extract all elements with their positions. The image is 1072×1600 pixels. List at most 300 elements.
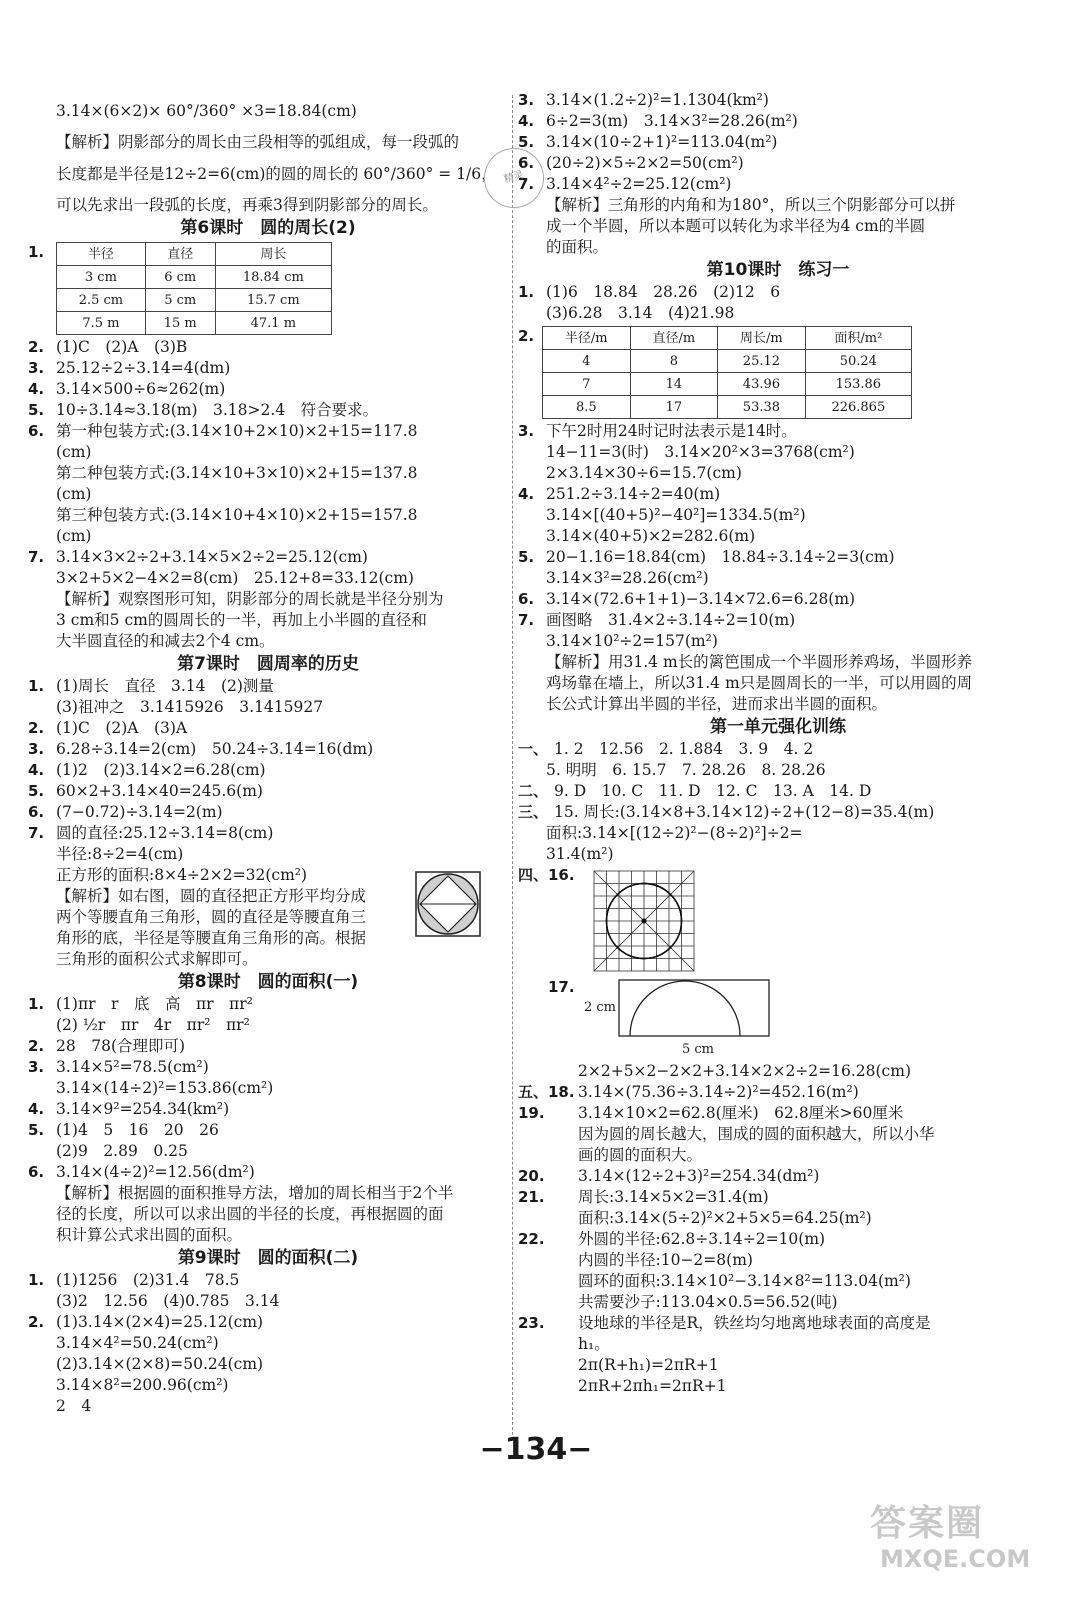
answer-line: [28, 994, 508, 1015]
answer-line: [28, 132, 508, 153]
corner-stamp: 精灵: [477, 141, 550, 214]
answer-line: [28, 823, 508, 844]
answer-line: [518, 1166, 1038, 1187]
answer-text: 因为圆的周长越大，围成的圆的面积越大，所以小华: [578, 1125, 935, 1143]
answer-line: [518, 421, 1038, 442]
answer-text: (2) ½r πr 4r πr² πr²: [56, 1016, 250, 1034]
answer-line: [518, 547, 1038, 568]
heading-lesson-10: 第10课时 练习一: [706, 260, 850, 280]
table-cell: 226.865: [805, 396, 911, 419]
answer-text: 长公式计算出半圆的半径，进而求出半圆的面积。: [546, 695, 888, 713]
question-number: 1.: [28, 995, 45, 1013]
answer-text: 3.14×[(40+5)²−40²]=1334.5(m²): [546, 506, 806, 524]
page-number: −134−: [479, 1432, 593, 1467]
answer-text: 共需要沙子:113.04×0.5=56.52(吨): [578, 1293, 838, 1311]
answer-text: 2×2+5×2−2×2+3.14×2×2÷2=16.28(cm): [578, 1062, 911, 1080]
answer-line: [518, 1250, 1038, 1271]
answer-line: [518, 1124, 1038, 1145]
table-cell: 50.24: [805, 350, 911, 373]
table-cell: 8.5: [543, 396, 631, 419]
answer-line: [28, 358, 508, 379]
watermark-logo: 答案圈: [870, 1503, 985, 1544]
answer-text: 大半圆直径的和减去2个4 cm。: [56, 632, 275, 650]
answer-line: [28, 1183, 508, 1204]
left-top-block: [28, 90, 508, 216]
answer-line: [28, 1354, 508, 1375]
answer-text: 正方形的面积:8×4÷2×2=32(cm²): [56, 866, 308, 884]
answer-line: [28, 610, 508, 631]
question-number: 1.: [28, 677, 45, 695]
heading-lesson-8: 第8课时 圆的面积(一): [177, 972, 359, 992]
lesson-9-answers: [28, 1270, 508, 1417]
answer-text: 三角形的面积公式求解即可。: [56, 950, 258, 968]
answer-line: [518, 442, 1038, 463]
answer-line: [518, 1334, 1038, 1355]
question-number: 2.: [28, 1313, 45, 1331]
answer-line: [518, 844, 1038, 865]
answer-text: 3.14×(72.6+1+1)−3.14×72.6=6.28(m): [546, 590, 856, 608]
question-number: 6.: [28, 1163, 45, 1181]
answer-text: 3.14×(40+5)×2=282.6(m): [546, 527, 756, 545]
answer-text: 3.14×5²=78.5(cm²): [56, 1058, 209, 1076]
answer-text: 28 78(合理即可): [56, 1037, 186, 1055]
answer-line: [518, 781, 1038, 802]
answer-line: [28, 697, 508, 718]
table-cell: 8: [630, 350, 718, 373]
answer-line: [518, 195, 1038, 216]
answer-line: [28, 547, 508, 568]
answer-line: [28, 676, 508, 697]
answer-text: 3.14×(10÷2+1)²=113.04(m²): [546, 133, 778, 151]
answer-line: [518, 174, 1038, 195]
table-cell: 43.96: [718, 373, 806, 396]
question-number: 5.: [28, 401, 45, 419]
answer-line: [28, 1162, 508, 1183]
table-cell: 17: [630, 396, 718, 419]
answer-text: (7−0.72)÷3.14=2(m): [56, 803, 223, 821]
figure-label-5cm: 5 cm: [682, 1042, 715, 1057]
answer-line: [518, 802, 1038, 823]
answer-text: 25.12÷2÷3.14=4(dm): [56, 359, 231, 377]
column-divider: [512, 95, 513, 1435]
heading-lesson-9: 第9课时 圆的面积(二): [177, 1248, 359, 1268]
answer-line: [518, 1313, 1038, 1334]
answer-text: 画图略 31.4×2÷3.14÷2=10(m): [546, 611, 796, 629]
answer-line: [518, 673, 1038, 694]
question-number: 6.: [28, 803, 45, 821]
answer-line: [28, 379, 508, 400]
answer-line: [28, 442, 508, 463]
answer-line: [28, 484, 508, 505]
answer-line: [518, 237, 1038, 258]
unit-training-answers-2: [518, 1082, 1038, 1397]
answer-line: [28, 153, 508, 195]
answer-line: [518, 739, 1038, 760]
question-16: [518, 865, 1038, 977]
table-cell: 15 m: [145, 312, 215, 335]
answer-line: [518, 1229, 1038, 1250]
answer-text: 【解析】根据圆的面积推导方法，增加的周长相当于2个半: [56, 1184, 454, 1202]
lesson-6-answers: [28, 337, 508, 652]
answer-line: [28, 1225, 508, 1246]
answer-text: 内圆的半径:10−2=8(m): [578, 1251, 753, 1269]
answer-line: [28, 195, 508, 216]
answer-line: [518, 526, 1038, 547]
table-cell: 47.1 m: [215, 312, 331, 335]
heading-lesson-6: 第6课时 圆的周长(2): [180, 218, 356, 238]
answer-text: 31.4(m²): [546, 845, 614, 863]
answer-text: 3.14×(1.2÷2)²=1.1304(km²): [546, 91, 769, 109]
table-row: [57, 266, 332, 289]
question-number: 3.: [28, 359, 45, 377]
table-row: [57, 312, 332, 335]
answer-text: 3.14×9²=254.34(km²): [56, 1100, 230, 1118]
answer-text: 9. D 10. C 11. D 12. C 13. A 14. D: [554, 782, 872, 800]
answer-text: 第三种包装方式:(3.14×10+4×10)×2+15=157.8: [56, 506, 418, 524]
area-table: [542, 326, 912, 419]
table-row: [57, 289, 332, 312]
answer-line: [518, 132, 1038, 153]
answer-text: 3 cm和5 cm的圆周长的一半，再加上小半圆的直径和: [56, 611, 427, 629]
question-number: 3.: [518, 422, 535, 440]
answer-text: 3.14×(75.36÷3.14÷2)²=452.16(m²): [578, 1083, 859, 1101]
answer-text: 成一个半圆，所以本题可以转化为求半径为4 cm的半圆: [546, 217, 926, 235]
answer-line: [518, 153, 1038, 174]
table-cell: 7: [543, 373, 631, 396]
question-number: 5.: [28, 1121, 45, 1139]
answer-line: [518, 823, 1038, 844]
answer-line: [28, 760, 508, 781]
answer-text: 圆的直径:25.12÷3.14=8(cm): [56, 824, 274, 842]
answer-line: [518, 652, 1038, 673]
lesson-10-answers-b: [518, 421, 1038, 715]
answer-text: 角形的底，半径是等腰直角三角形的高。根据: [56, 929, 367, 947]
question-number: 3.: [28, 740, 45, 758]
question-number: 4.: [518, 485, 535, 503]
question-number: 23.: [518, 1314, 545, 1332]
answer-line: [28, 1204, 508, 1225]
answer-line: [28, 90, 508, 132]
table-cell: 15.7 cm: [215, 289, 331, 312]
answer-text: 半径:8÷2=4(cm): [56, 845, 184, 863]
answer-line: [28, 1141, 508, 1162]
answer-line: [518, 1145, 1038, 1166]
question-number: 5.: [518, 548, 535, 566]
square-circle-figure: [414, 870, 482, 938]
answer-text: 2×3.14×30÷6=15.7(cm): [546, 464, 742, 482]
table-cell: 153.86: [805, 373, 911, 396]
question-number: 7.: [518, 175, 535, 193]
answer-line: [28, 949, 508, 970]
lesson-10-answers-a: [518, 282, 1038, 324]
answer-text: (1)C (2)A (3)A: [56, 719, 188, 737]
answer-line: [28, 1015, 508, 1036]
table-block-2: [518, 326, 1038, 419]
answer-text: 3.14×8²=200.96(cm²): [56, 1376, 229, 1394]
answer-text: (1)πr r 底 高 πr πr²: [56, 995, 253, 1013]
answer-line: [28, 1099, 508, 1120]
answer-line: [28, 802, 508, 823]
table-cell: 3 cm: [57, 266, 146, 289]
answer-text: (1)4 5 16 20 26: [56, 1121, 219, 1139]
answer-text: 3.14×(12÷2+3)²=254.34(dm²): [578, 1167, 820, 1185]
semicircle-rectangle-figure: [618, 979, 770, 1039]
table-header: 周长: [215, 243, 331, 266]
answer-text: 15. 周长:(3.14×8+3.14×12)÷2+(12−8)=35.4(m): [554, 803, 935, 821]
table-block-1: [28, 242, 508, 335]
question-number: 21.: [518, 1188, 545, 1206]
answer-line: [28, 1396, 508, 1417]
answer-line: [518, 463, 1038, 484]
answer-text: (cm): [56, 443, 92, 461]
answer-text: 鸡场靠在墙上，所以31.4 m只是圆周长的一半，可以用圆的周: [546, 674, 973, 692]
answer-text: 3.14×10×2=62.8(厘米) 62.8厘米>60厘米: [578, 1104, 904, 1122]
answer-text: 251.2÷3.14÷2=40(m): [546, 485, 721, 503]
question-number: 三、: [518, 803, 549, 821]
answer-line: [518, 303, 1038, 324]
table-cell: 25.12: [718, 350, 806, 373]
answer-line: [518, 1355, 1038, 1376]
answer-text: (1)2 (2)3.14×2=6.28(cm): [56, 761, 266, 779]
answer-line: [518, 1082, 1038, 1103]
question-number: 7.: [28, 824, 45, 842]
answer-line: [28, 1333, 508, 1354]
answer-line: [518, 282, 1038, 303]
table-header: 直径/m: [630, 327, 718, 350]
answer-text: 径的长度，所以可以求出圆的半径的长度，再根据圆的面: [56, 1205, 444, 1223]
answer-line: [518, 484, 1038, 505]
answer-text: 3.14×4²÷2=25.12(cm²): [546, 175, 732, 193]
answer-text: 20−1.16=18.84(cm) 18.84÷3.14÷2=3(cm): [546, 548, 895, 566]
answer-text: 两个等腰直角三角形，圆的直径是等腰直角三: [56, 908, 367, 926]
answer-text: 3.14×(14÷2)²=153.86(cm²): [56, 1079, 274, 1097]
question-number: 2.: [28, 1037, 45, 1055]
left-column: [28, 90, 508, 1417]
answer-text: 6÷2=3(m) 3.14×3²=28.26(m²): [546, 112, 798, 130]
answer-text: 10÷3.14≈3.18(m) 3.18>2.4 符合要求。: [56, 401, 379, 419]
table-header: 半径/m: [543, 327, 631, 350]
answer-text: 积计算公式求出圆的面积。: [56, 1226, 243, 1244]
answer-line: [518, 1376, 1038, 1397]
answer-text: (20÷2)×5÷2×2=50(cm²): [546, 154, 744, 172]
answer-line: [28, 1291, 508, 1312]
answer-text: 2π(R+h₁)=2πR+1: [578, 1356, 719, 1374]
answer-text: 【解析】如右图，圆的直径把正方形平均分成: [56, 887, 367, 905]
answer-text: 可以先求出一段弧的长度，再乘3得到阴影部分的周长。: [56, 196, 438, 214]
answer-line: [28, 337, 508, 358]
answer-line: [518, 1271, 1038, 1292]
question-number: 四、16.: [518, 866, 575, 884]
answer-line: [518, 760, 1038, 781]
answer-line: [518, 1208, 1038, 1229]
question-number: 2.: [28, 719, 45, 737]
answer-line: [28, 1312, 508, 1333]
lesson-8-answers: [28, 994, 508, 1246]
question-number: 1.: [28, 243, 45, 261]
question-number: 22.: [518, 1230, 545, 1248]
answer-line: [28, 463, 508, 484]
answer-line: [518, 216, 1038, 237]
answer-text: 面积:3.14×(5÷2)²×2+5×5=64.25(m²): [578, 1209, 872, 1227]
answer-text: 【解析】观察图形可知，阴影部分的周长就是半径分别为: [56, 590, 444, 608]
answer-line: [518, 1103, 1038, 1124]
answer-text: 【解析】阴影部分的周长由三段相等的弧组成，每一段弧的: [56, 133, 460, 151]
answer-line: [28, 568, 508, 589]
question-number: 7.: [518, 611, 535, 629]
answer-text: (2)9 2.89 0.25: [56, 1142, 188, 1160]
question-number: 6.: [518, 590, 535, 608]
answer-text: 14−11=3(时) 3.14×20²×3=3768(cm²): [546, 443, 855, 461]
table-cell: 53.38: [718, 396, 806, 419]
answer-text: (cm): [56, 527, 92, 545]
answer-text: (1)C (2)A (3)B: [56, 338, 188, 356]
answer-line: [28, 739, 508, 760]
heading-lesson-7: 第7课时 圆周率的历史: [177, 654, 359, 674]
question-number: 5.: [518, 133, 535, 151]
answer-line: [28, 589, 508, 610]
question-number: 二、: [518, 782, 549, 800]
answer-text: 3.14×500÷6≈262(m): [56, 380, 226, 398]
unit-training-answers: [518, 739, 1038, 865]
question-number: 3.: [518, 91, 535, 109]
answer-line: [518, 90, 1038, 111]
answer-text: (3)2 12.56 (4)0.785 3.14: [56, 1292, 280, 1310]
answer-line: [28, 718, 508, 739]
question-number: 5.: [28, 782, 45, 800]
answer-text: 3.14×(6×2)× 60°/360° ×3=18.84(cm): [56, 102, 357, 120]
right-top-block: [518, 90, 1038, 258]
answer-line: [28, 781, 508, 802]
answer-text: h₁。: [578, 1335, 610, 1353]
watermark-url: MXQE.COM: [880, 1545, 1031, 1573]
question-number: 五、18.: [518, 1083, 575, 1101]
answer-text: 第一种包装方式:(3.14×10+2×10)×2+15=117.8: [56, 422, 418, 440]
answer-text: 3.14×10²÷2=157(m²): [546, 632, 718, 650]
answer-line: [518, 1292, 1038, 1313]
answer-text: 第二种包装方式:(3.14×10+3×10)×2+15=137.8: [56, 464, 418, 482]
answer-text: (2)3.14×(2×8)=50.24(cm): [56, 1355, 264, 1373]
answer-text: 1. 2 12.56 2. 1.884 3. 9 4. 2: [554, 740, 814, 758]
circumference-table: [56, 242, 332, 335]
question-number: 20.: [518, 1167, 545, 1185]
answer-text: 【解析】三角形的内角和为180°，所以三个阴影部分可以拼: [546, 196, 956, 214]
heading-unit-training: 第一单元强化训练: [710, 717, 846, 737]
answer-text: (cm): [56, 485, 92, 503]
answer-line: [518, 610, 1038, 631]
answer-text: 长度都是半径是12÷2=6(cm)的圆的周长的 60°/360° = 1/6，: [56, 165, 497, 183]
answer-text: 设地球的半径是R，铁丝均匀地离地球表面的高度是: [578, 1314, 931, 1332]
question-17: [518, 977, 1038, 1061]
answer-line: [518, 111, 1038, 132]
answer-line: [518, 589, 1038, 610]
answer-text: (1)3.14×(2×4)=25.12(cm): [56, 1313, 264, 1331]
table-cell: 7.5 m: [57, 312, 146, 335]
grid-pattern-figure: [592, 869, 696, 973]
answer-line: [28, 1057, 508, 1078]
answer-text: (1)周长 直径 3.14 (2)测量: [56, 677, 274, 695]
table-header: 周长/m: [718, 327, 806, 350]
answer-line: [28, 1120, 508, 1141]
question-number: 4.: [28, 761, 45, 779]
table-row: [543, 350, 912, 373]
question-number: 6.: [28, 422, 45, 440]
right-column: [518, 90, 1038, 1397]
question-number: 1.: [28, 1271, 45, 1289]
table-header: 直径: [145, 243, 215, 266]
answer-text: 2 4: [56, 1397, 92, 1415]
answer-line: [28, 1078, 508, 1099]
table-cell: 14: [630, 373, 718, 396]
answer-line: [28, 1036, 508, 1057]
figure-label-2cm: 2 cm: [584, 1000, 617, 1015]
answer-text: 2πR+2πh₁=2πR+1: [578, 1377, 727, 1395]
answer-text: (1)6 18.84 28.26 (2)12 6: [546, 283, 781, 301]
answer-text: 3.14×4²=50.24(cm²): [56, 1334, 219, 1352]
question-number: 6.: [518, 154, 535, 172]
answer-text: (3)祖冲之 3.1415926 3.1415927: [56, 698, 324, 716]
answer-line: [28, 1270, 508, 1291]
question-number: 3.: [28, 1058, 45, 1076]
answer-text: 3.14×(4÷2)²=12.56(dm²): [56, 1163, 255, 1181]
answer-line: [28, 844, 508, 865]
table-header: 半径: [57, 243, 146, 266]
answer-line: [518, 694, 1038, 715]
table-cell: 2.5 cm: [57, 289, 146, 312]
answer-text: 6.28÷3.14=2(cm) 50.24÷3.14=16(dm): [56, 740, 374, 758]
answer-line: [28, 400, 508, 421]
answer-line: [28, 1375, 508, 1396]
table-cell: 6 cm: [145, 266, 215, 289]
answer-line: [518, 505, 1038, 526]
answer-text: 面积:3.14×[(12÷2)²−(8÷2)²]÷2=: [546, 824, 803, 842]
answer-line: [28, 421, 508, 442]
question-number: 1.: [518, 283, 535, 301]
answer-text: 【解析】用31.4 m长的篱笆围成一个半圆形养鸡场，半圆形养: [546, 653, 973, 671]
answer-text: 3.14×3×2÷2+3.14×5×2÷2=25.12(cm): [56, 548, 368, 566]
question-number: 19.: [518, 1104, 545, 1122]
answer-line: [518, 1187, 1038, 1208]
table-row: [543, 396, 912, 419]
answer-line: [518, 568, 1038, 589]
answer-text: 圆环的面积:3.14×10²−3.14×8²=113.04(m²): [578, 1272, 911, 1290]
answer-text: 的面积。: [546, 238, 609, 256]
question-number: 4.: [28, 1100, 45, 1118]
answer-line: [28, 505, 508, 526]
answer-line: [28, 526, 508, 547]
table-cell: 4: [543, 350, 631, 373]
answer-text: 60×2+3.14×40=245.6(m): [56, 782, 263, 800]
answer-line: [28, 631, 508, 652]
answer-text: 下午2时用24时记时法表示是14时。: [546, 422, 797, 440]
answer-text: 5. 明明 6. 15.7 7. 28.26 8. 28.26: [546, 761, 826, 779]
question-number: 2.: [518, 327, 535, 345]
answer-text: (3)6.28 3.14 (4)21.98: [546, 304, 735, 322]
question-number: 4.: [518, 112, 535, 130]
answer-text: 3×2+5×2−4×2=8(cm) 25.12+8=33.12(cm): [56, 569, 414, 587]
answer-line: [518, 631, 1038, 652]
question-number: 17.: [548, 978, 575, 996]
answer-text: 周长:3.14×5×2=31.4(m): [578, 1188, 769, 1206]
table-cell: 18.84 cm: [215, 266, 331, 289]
table-header: 面积/m²: [805, 327, 911, 350]
table-cell: 5 cm: [145, 289, 215, 312]
table-row: [543, 373, 912, 396]
question-number: 7.: [28, 548, 45, 566]
answer-text: (1)1256 (2)31.4 78.5: [56, 1271, 240, 1289]
question-number: 4.: [28, 380, 45, 398]
answer-text: 3.14×3²=28.26(cm²): [546, 569, 709, 587]
answer-text: 外圆的半径:62.8÷3.14÷2=10(m): [578, 1230, 826, 1248]
